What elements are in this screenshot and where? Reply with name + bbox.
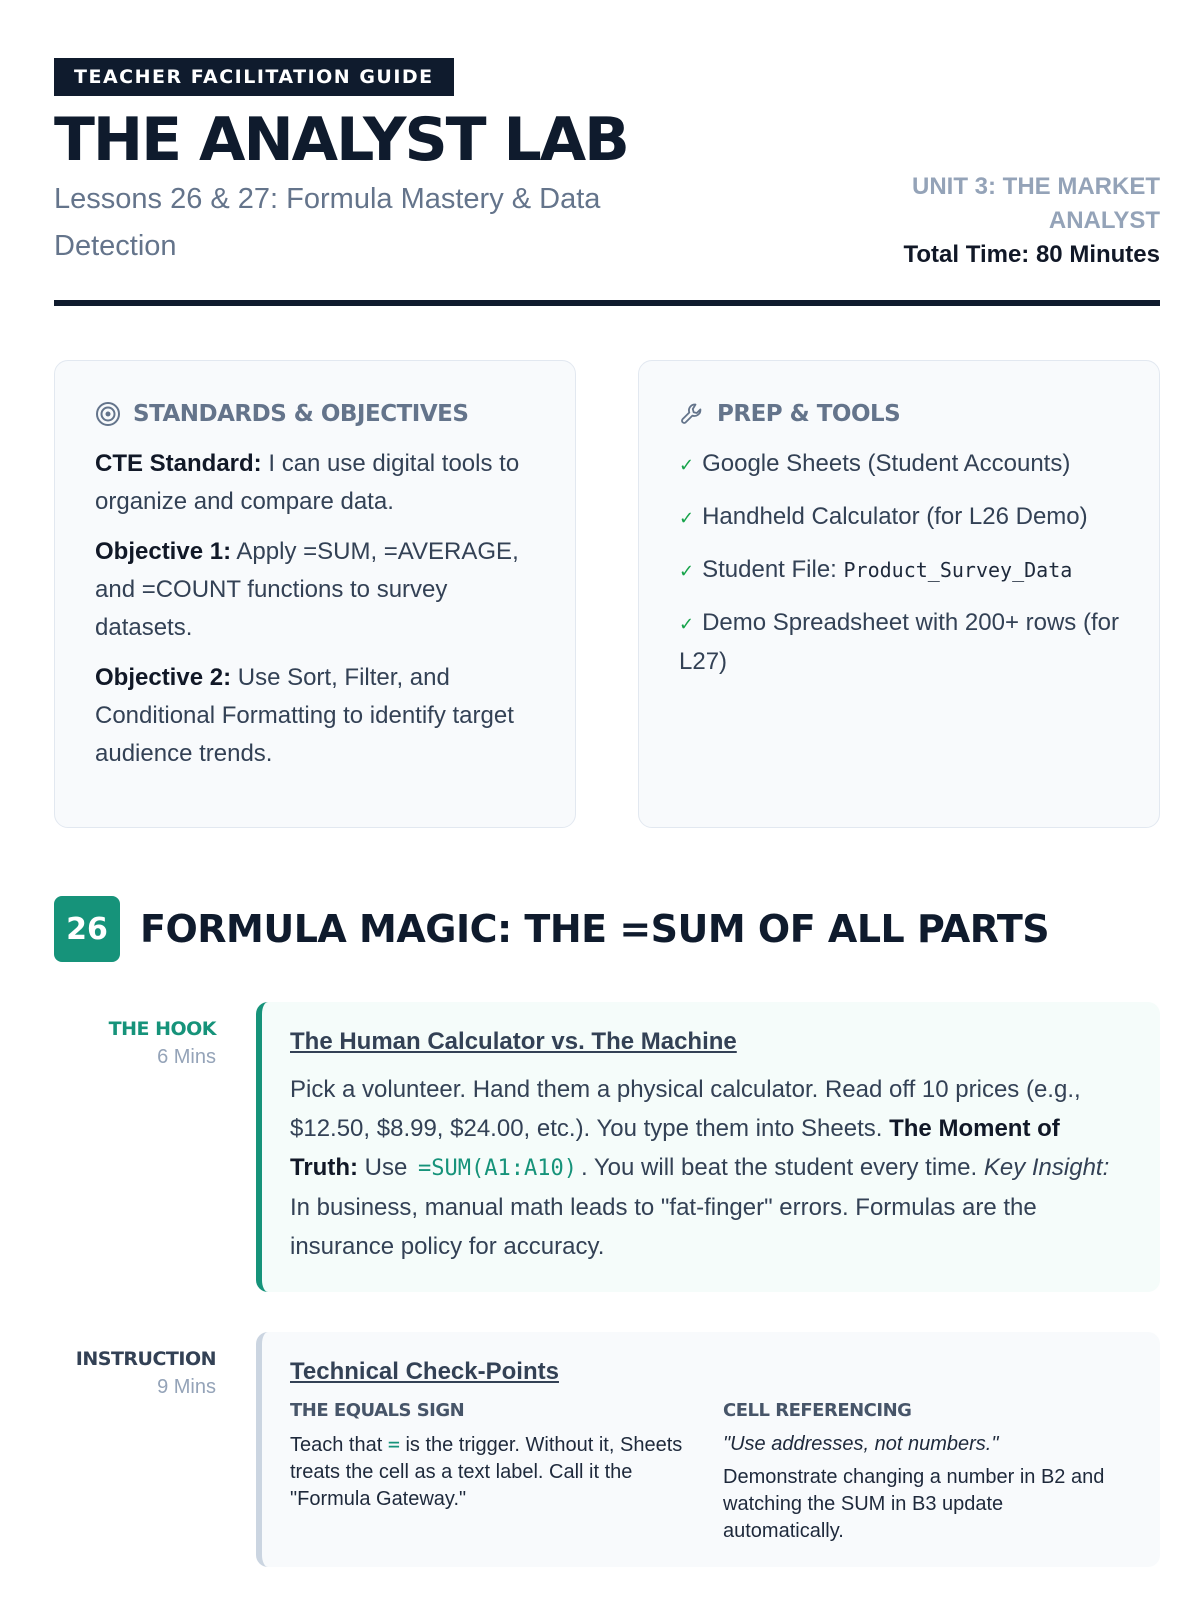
instruction-duration: 9 Mins	[157, 1376, 216, 1398]
target-icon	[95, 401, 121, 427]
hook-label-block	[54, 1018, 216, 1069]
tool-item	[679, 604, 1119, 681]
standards-heading-text: STANDARDS & OBJECTIVES	[133, 401, 469, 427]
header-divider	[54, 300, 1160, 306]
hook-row	[54, 1002, 1160, 1292]
info-cards	[54, 360, 1160, 830]
hook-text-part: Use	[357, 1154, 414, 1181]
checkpoint-referencing	[723, 1400, 1126, 1545]
hook-duration: 6 Mins	[157, 1046, 216, 1068]
instruction-title: Technical Check-Points	[290, 1358, 559, 1385]
key-insight-label: Key Insight:	[983, 1154, 1110, 1181]
objective-item	[95, 533, 535, 647]
objective-label: CTE Standard:	[95, 450, 262, 477]
checkpoint-columns	[290, 1400, 1126, 1545]
objective-item	[95, 445, 535, 521]
page-subtitle: Lessons 26 & 27: Formula Mastery & Data Detection	[54, 183, 601, 262]
unit-label: UNIT 3: THE MARKET ANALYST	[912, 173, 1160, 234]
tool-item	[679, 498, 1119, 537]
objective-item	[95, 659, 535, 773]
header-row	[54, 170, 1160, 300]
lesson-title: FORMULA MAGIC: THE =SUM OF ALL PARTS	[140, 907, 1050, 951]
checkpoint-text-part: Teach that	[290, 1434, 388, 1456]
student-file-name: Product_Survey_Data	[843, 558, 1073, 582]
lesson-header	[54, 896, 1160, 962]
objective-text: I can use digital tools to organize and compare data.	[95, 450, 520, 515]
hook-text	[290, 1070, 1126, 1266]
checkpoint-equals	[290, 1400, 693, 1545]
checkpoint-heading: THE EQUALS SIGN	[290, 1400, 465, 1421]
hook-title: The Human Calculator vs. The Machine	[290, 1028, 737, 1055]
tool-text: Student File:	[702, 556, 844, 583]
check-icon: ✓	[679, 614, 695, 634]
equals-sign: =	[387, 1432, 400, 1456]
checkpoint-heading: CELL REFERENCING	[723, 1400, 912, 1421]
hook-text-part: . You will beat the student every time.	[580, 1154, 984, 1181]
objective-text: Use Sort, Filter, and Conditional Formatting to identify target audience trends.	[95, 664, 514, 767]
prep-heading	[679, 401, 1119, 427]
check-icon: ✓	[679, 508, 695, 528]
tool-text: Demo Spreadsheet with 200+ rows (for L27)	[679, 609, 1119, 675]
hook-panel	[256, 1002, 1160, 1292]
page-title: THE ANALYST LAB	[54, 105, 628, 175]
moment-of-truth: The Moment of Truth:	[290, 1115, 1060, 1181]
checkpoint-text-part: is the trigger. Without it, Sheets treats the cell as a text label. Call it the "Formula Gateway."	[290, 1434, 683, 1510]
instruction-panel	[256, 1332, 1160, 1567]
instruction-label-block	[54, 1348, 216, 1399]
prep-card	[638, 360, 1160, 828]
standards-card	[54, 360, 576, 828]
prep-heading-text: PREP & TOOLS	[717, 401, 901, 427]
hook-text-part: Pick a volunteer. Hand them a physical calculator. Read off 10 prices (e.g., $12.50, $8.99, $24.00, etc.). You type them into Sheets.	[290, 1076, 1081, 1142]
checkpoint-quote: "Use addresses, not numbers."	[723, 1433, 999, 1455]
objective-label: Objective 1:	[95, 538, 232, 565]
hook-label: THE HOOK	[108, 1018, 216, 1040]
lesson-number-badge: 26	[54, 896, 120, 962]
checkpoint-text: Demonstrate changing a number in B2 and watching the SUM in B3 update automatically.	[723, 1466, 1105, 1542]
tool-text: Handheld Calculator (for L26 Demo)	[702, 503, 1088, 530]
hook-text-part: In business, manual math leads to "fat-finger" errors. Formulas are the insurance policy for accuracy.	[290, 1194, 1037, 1260]
tool-item	[679, 445, 1119, 484]
tool-item	[679, 551, 1119, 590]
unit-block	[860, 170, 1160, 272]
instruction-row	[54, 1332, 1160, 1567]
check-icon: ✓	[679, 455, 695, 475]
instruction-label: INSTRUCTION	[75, 1348, 216, 1370]
standards-heading	[95, 401, 535, 427]
total-time: Total Time: 80 Minutes	[903, 241, 1160, 268]
guide-tag: TEACHER FACILITATION GUIDE	[54, 58, 454, 96]
check-icon: ✓	[679, 561, 695, 581]
tool-text: Google Sheets (Student Accounts)	[702, 450, 1071, 477]
objective-label: Objective 2:	[95, 664, 232, 691]
checkpoint-text	[290, 1431, 693, 1513]
objective-text: Apply =SUM, =AVERAGE, and =COUNT functions to survey datasets.	[95, 538, 519, 641]
wrench-icon	[679, 401, 705, 427]
sum-formula-code: =SUM(A1:A10)	[418, 1156, 577, 1181]
guide-page	[54, 58, 1160, 1567]
